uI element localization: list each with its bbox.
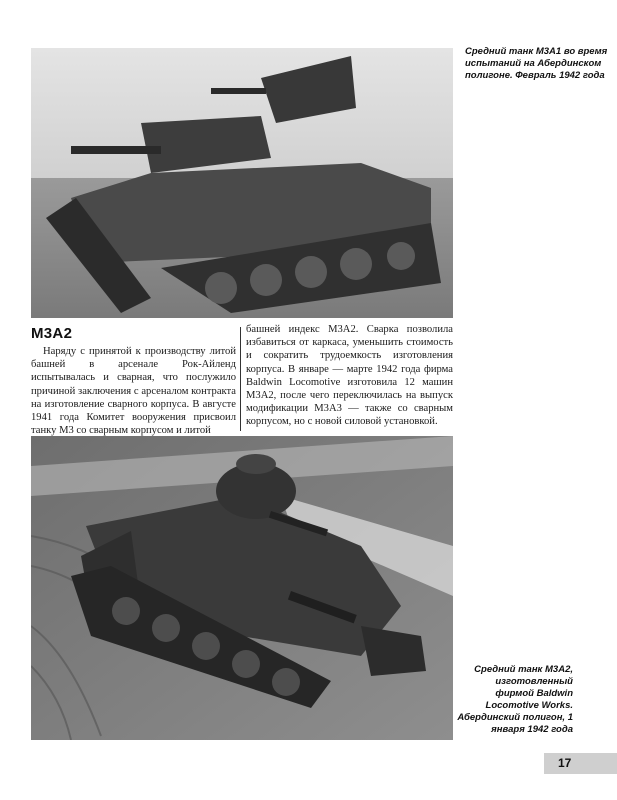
column-divider [240,327,241,431]
photo-m3a2-tank [31,436,453,740]
section-heading: М3А2 [31,325,73,342]
page-number: 17 [544,753,617,774]
photo-caption-bottom: Средний танк М3А2, изготовленный фирмой Baldwin Locomotive Works. Абердинский полигон, 1 января 1942 года [457,664,573,735]
text-column-right: башней индекс М3А2. Сварка позволила избавиться от каркаса, уменьшить стоимость и сократить трудоемкость изготовления корпуса. В январе — марте 1942 года фирма Baldwin Locomotive изготовила 12 машин М3А2, после чего переключилась на выпуск модификации М3А3 — также со сварным корпусом, но с новой силовой установкой. [246,324,453,428]
text-column-left: Наряду с принятой к производству литой башней в арсенале Рок-Айленд испытывалась и сварная, что послужило причиной заключения с арсеналом контракта на изготовление сварного корпуса. В августе 1941 года Комитет вооружения присвоил танку М3 со сварным корпусом и литой [31,346,236,437]
photo-m3a1-tank [31,48,453,318]
photo-caption-top: Средний танк М3А1 во время испытаний на Абердинском полигоне. Февраль 1942 года [465,46,608,81]
